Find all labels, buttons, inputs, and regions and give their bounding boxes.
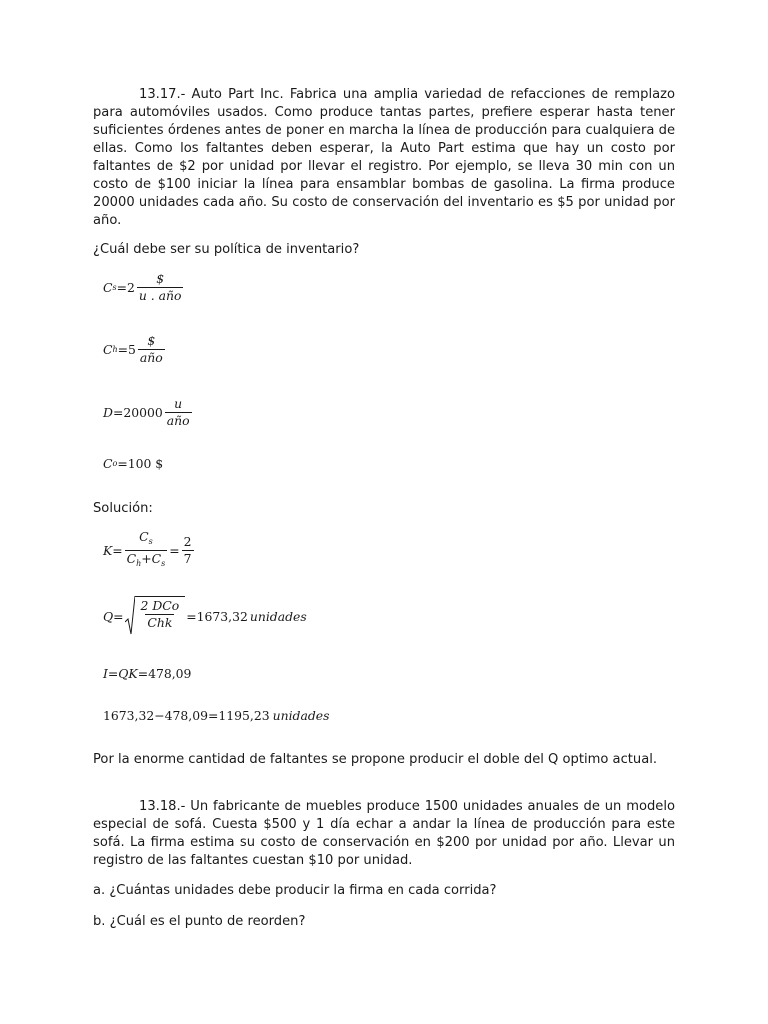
equation-ch xyxy=(103,334,167,365)
d-symbol: D xyxy=(103,405,113,420)
difference-unit: unidades xyxy=(272,708,330,723)
co-value: =100 $ xyxy=(117,456,164,471)
q-result: =1673,32 xyxy=(186,608,248,624)
d-value: =20000 xyxy=(112,405,163,420)
d-fraction xyxy=(165,397,192,428)
cs-fraction-num: $ xyxy=(156,271,165,286)
q-fraction xyxy=(139,599,182,636)
k-result-fraction xyxy=(182,535,194,566)
q-lhs: Q= xyxy=(103,608,124,624)
k-fraction xyxy=(125,530,168,571)
ch-sub: h xyxy=(112,345,118,354)
cs-sub: s xyxy=(112,283,117,292)
k-result-num: 2 xyxy=(183,534,192,549)
equation-cs xyxy=(103,272,185,303)
q-radicand xyxy=(135,596,186,636)
conclusion-text: Por la enorme cantidad de faltantes se propone producir el doble del Q optimo actual. xyxy=(93,752,658,767)
equation-i xyxy=(103,666,191,681)
equation-difference xyxy=(103,708,329,723)
q-square-root xyxy=(125,596,186,636)
k-equals: = xyxy=(169,543,180,558)
equation-d xyxy=(103,397,194,428)
co-symbol: C xyxy=(103,456,113,471)
k-num-symbol: C xyxy=(139,529,149,544)
ch-fraction-den: año xyxy=(139,350,163,365)
k-den-a-sub: h xyxy=(136,559,142,568)
problem-13-17-text: 13.17.- Auto Part Inc. Fabrica una amplia variedad de refacciones de remplazo para automóviles usados. Como produce tantas partes, prefiere esperar hasta tener suficientes órdenes antes de poner en marcha la línea de producción para cualquiera de ellas. Como los faltantes deben esperar, la Auto Part estima que hay un costo por faltantes de $2 por unidad por llevar el registro. Por ejemplo, se lleva 30 min con un costo de $100 iniciar la línea para ensamblar bombas de gasolina. La firma produce 20000 unidades cada año. Su costo de conservación del inventario es $5 por unidad por año. xyxy=(93,87,675,228)
k-den-b-sub: s xyxy=(161,559,166,568)
ch-value: =5 xyxy=(117,342,136,357)
problem-13-18-question-a: a. ¿Cuántas unidades debe producir la firma en cada corrida? xyxy=(93,883,497,898)
k-num-sub: s xyxy=(148,537,153,546)
cs-fraction xyxy=(137,272,184,303)
d-fraction-den: año xyxy=(166,413,190,428)
problem-13-17-question: ¿Cuál debe ser su política de inventario? xyxy=(93,242,360,257)
equation-q xyxy=(103,596,307,636)
problem-13-18-question-b: b. ¿Cuál es el punto de reorden? xyxy=(93,914,306,929)
difference-expression: 1673,32−478,09=1195,23 xyxy=(103,708,270,723)
q-fraction-num: 2 DCo xyxy=(140,598,180,613)
d-fraction-num: u xyxy=(174,396,183,411)
solution-heading: Solución: xyxy=(93,501,153,516)
k-lhs: K= xyxy=(103,543,123,558)
q-fraction-den: Chk xyxy=(147,615,173,630)
ch-fraction-num: $ xyxy=(147,333,156,348)
ch-fraction xyxy=(138,334,165,365)
k-fraction-num xyxy=(137,530,155,550)
cs-fraction-den: u . año xyxy=(138,288,182,303)
ch-symbol: C xyxy=(103,342,113,357)
k-den-b: C xyxy=(151,551,162,566)
cs-symbol: C xyxy=(103,280,113,295)
equation-k xyxy=(103,530,196,571)
i-result: 478,09 xyxy=(148,666,192,681)
co-sub: o xyxy=(112,459,118,468)
q-unit: unidades xyxy=(249,608,307,624)
k-fraction-den xyxy=(125,550,168,571)
problem-13-18-text: 13.18.- Un fabricante de muebles produce 1500 unidades anuales de un modelo especial de sofá. Cuesta $500 y 1 día echar a andar la línea de producción para este sofá. La firma estima su costo de conservación en $200 por unidad por año. Llevar un registro de las faltantes cuestan $10 por unidad. xyxy=(93,799,675,868)
i-expression: I=QK= xyxy=(103,666,149,681)
equation-co xyxy=(103,456,163,471)
radical-sign-icon xyxy=(125,596,135,636)
k-den-plus: + xyxy=(141,551,152,566)
k-result-den: 7 xyxy=(183,551,192,566)
k-den-a: C xyxy=(126,551,137,566)
cs-value: =2 xyxy=(116,280,135,295)
